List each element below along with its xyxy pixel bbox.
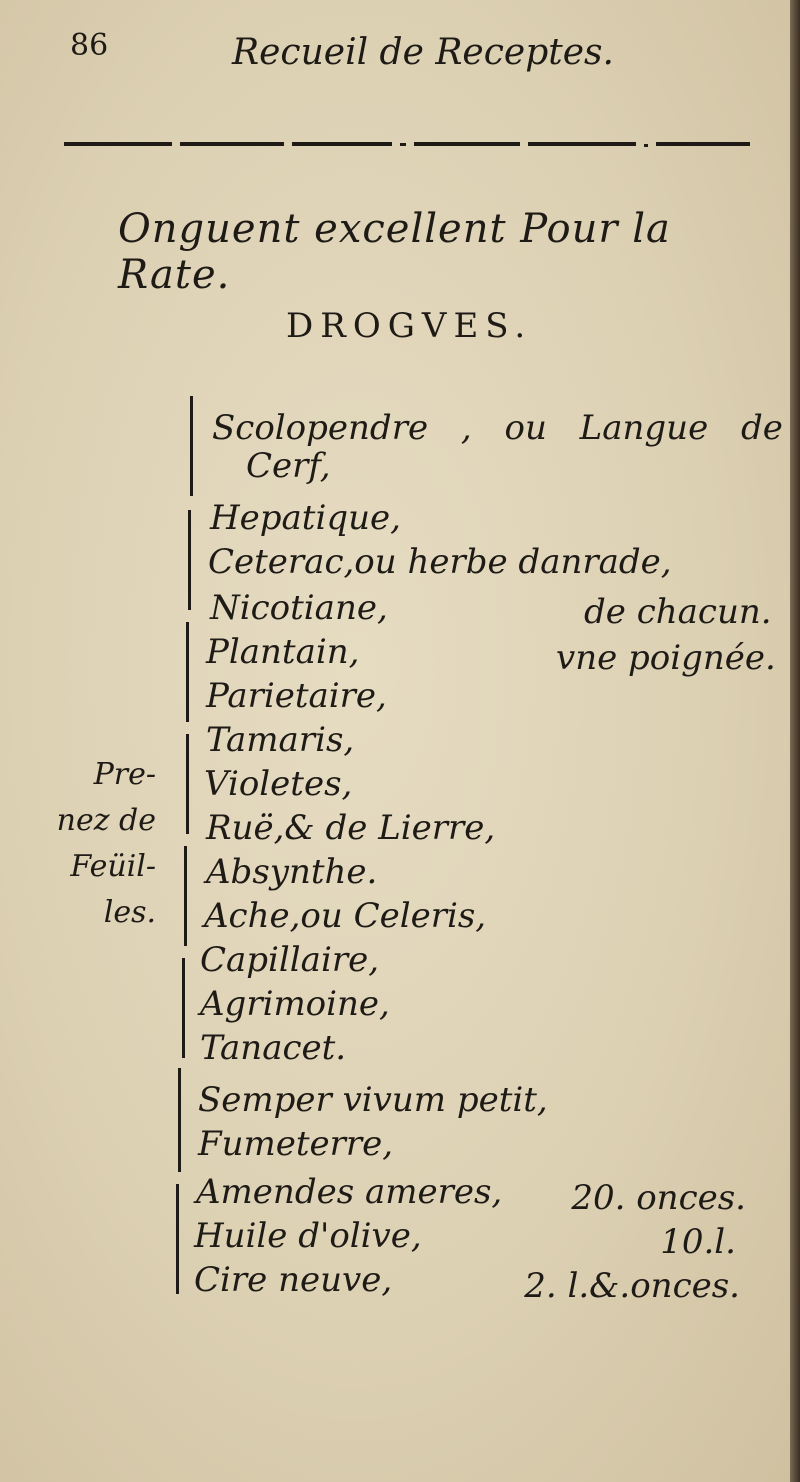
ingredient-line: Cire neuve, (194, 1260, 393, 1300)
quantity-huile: 10.l. (660, 1222, 736, 1262)
ingredient-line: Absynthe. (206, 852, 378, 892)
ingredient-line: Hepatique, (210, 498, 401, 538)
page-header (0, 28, 790, 88)
bracket (178, 1068, 181, 1172)
ingredient-line: Nicotiane, (210, 588, 388, 628)
page-number: 86 (70, 28, 109, 63)
bracket (176, 1184, 179, 1294)
bracket (186, 622, 189, 722)
ingredient-line: Fumeterre, (198, 1124, 394, 1164)
ingredient-line: Tamaris, (206, 720, 355, 760)
ingredient-line: Parietaire, (206, 676, 387, 716)
ornamental-rule (64, 138, 750, 150)
bracket (184, 846, 187, 946)
ingredient-line: Huile d'olive, (194, 1216, 422, 1256)
recipe-title: Onguent excellent Pour la Rate. (118, 206, 671, 298)
ingredient-line: Plantain, (206, 632, 360, 672)
quantity-de-chacun: de chacun. (584, 592, 772, 632)
bracket (182, 958, 185, 1058)
ingredient-line: Scolopendre , ou Langue de (212, 408, 783, 448)
quantity-cire: 2. l.&.onces. (524, 1266, 740, 1306)
ingredient-line: Tanacet. (200, 1028, 347, 1068)
running-title: Recueil de Receptes. (232, 32, 614, 73)
ingredient-line: Capillaire, (200, 940, 379, 980)
quantity-vne-poignee: vne poignée. (556, 638, 776, 678)
side-note-line: Pre- (93, 757, 156, 792)
ingredient-line: Ceterac,ou herbe danrade, (208, 542, 672, 582)
ingredient-line: Agrimoine, (200, 984, 390, 1024)
ingredient-line: Amendes ameres, (196, 1172, 503, 1212)
side-note-line: nez de (56, 803, 156, 838)
ingredient-line: Ruë,& de Lierre, (206, 808, 496, 848)
side-note-line: Feüil- (70, 849, 156, 884)
page-edge (790, 0, 800, 1482)
bracket (190, 396, 193, 496)
bracket (188, 510, 191, 610)
ingredient-line: Semper vivum petit, (198, 1080, 548, 1120)
ingredient-line: Ache,ou Celeris, (204, 896, 487, 936)
side-note (48, 752, 156, 936)
ingredient-line: Violetes, (204, 764, 353, 804)
drugs-heading: DROGVES. (286, 306, 533, 346)
quantity-amendes: 20. onces. (571, 1178, 746, 1218)
ingredient-line: Cerf, (246, 446, 331, 486)
side-note-line: les. (103, 895, 156, 930)
bracket (186, 734, 189, 834)
